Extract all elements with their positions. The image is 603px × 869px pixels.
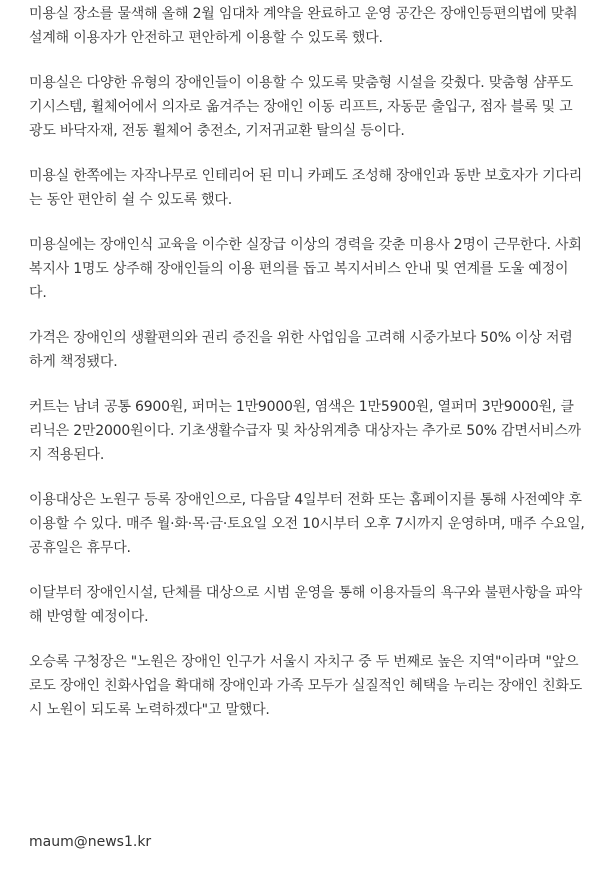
article-paragraph: 미용실은 다양한 유형의 장애인들이 이용할 수 있도록 맞춤형 시설을 갖췄다. 맞춤형 샴푸도기시스템, 휠체어에서 의자로 옮겨주는 장애인 이동 리프트, 자동문 출입구, 점자 블록 및 고광도 바닥자재, 전동 휠체어 충전소, 기저귀교환 탈의실 등이다. <box>29 75 573 139</box>
article-paragraph: 이용대상은 노원구 등록 장애인으로, 다음달 4일부터 전화 또는 홈페이지를 통해 사전예약 후 이용할 수 있다. 매주 월·화·목·금·토요일 오전 10시부터 오후 7시까지 운영하며, 매주 수요일, 공휴일은 휴무다. <box>29 492 585 556</box>
reporter-email: maum@news1.kr <box>29 834 152 850</box>
article-paragraph: 미용실 장소를 물색해 올해 2월 임대차 계약을 완료하고 운영 공간은 장애인등편의법에 맞춰 설계해 이용자가 안전하고 편안하게 이용할 수 있도록 했다. <box>29 6 578 46</box>
article-paragraph: 오승록 구청장은 "노원은 장애인 인구가 서울시 자치구 중 두 번째로 높은 지역"이라며 "앞으로도 장애인 친화사업을 확대해 장애인과 가족 모두가 실질적인 혜택을 누리는 장애인 친화도시 노원이 되도록 노력하겠다"고 말했다. <box>29 654 583 718</box>
article-paragraph: 미용실 한쪽에는 자작나무로 인테리어 된 미니 카페도 조성해 장애인과 동반 보호자가 기다리는 동안 편안히 쉴 수 있도록 했다. <box>29 168 583 208</box>
article-paragraph: 미용실에는 장애인식 교육을 이수한 실장급 이상의 경력을 갖춘 미용사 2명이 근무한다. 사회복지사 1명도 상주해 장애인들의 이용 편의를 돕고 복지서비스 안내 및 연계를 도울 예정이다. <box>29 237 582 301</box>
article-paragraph: 가격은 장애인의 생활편의와 권리 증진을 위한 사업임을 고려해 시중가보다 50% 이상 저렴하게 책정됐다. <box>29 330 573 370</box>
article-paragraph: 커트는 남녀 공통 6900원, 퍼머는 1만9000원, 염색은 1만5900원, 열퍼머 3만9000원, 클리닉은 2만2000원이다. 기초생활수급자 및 차상위계층 대상자는 추가로 50% 감면서비스까지 적용된다. <box>29 399 581 463</box>
article-paragraph: 이달부터 장애인시설, 단체를 대상으로 시범 운영을 통해 이용자들의 욕구와 불편사항을 파악해 반영할 예정이다. <box>29 585 583 625</box>
article-body <box>29 2 585 743</box>
